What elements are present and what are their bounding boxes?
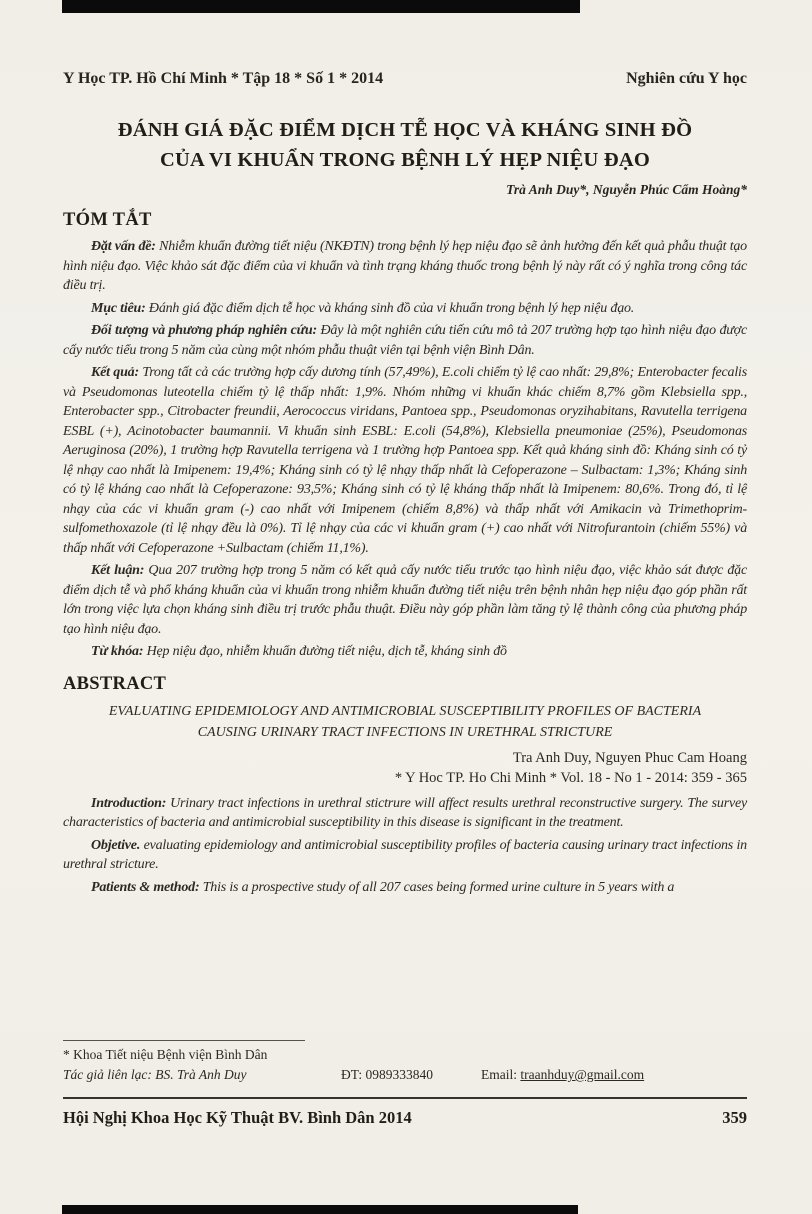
authors-line: Trà Anh Duy*, Nguyễn Phúc Cẩm Hoàng* [506, 182, 747, 197]
paragraph-objective [63, 836, 747, 875]
footnote-separator [63, 1040, 305, 1041]
paragraph-introduction [63, 794, 747, 833]
paragraph-ket-qua [63, 363, 747, 558]
abstract-heading: ABSTRACT [63, 673, 167, 694]
abstract-title-line2: CAUSING URINARY TRACT INFECTIONS IN URETHRAL STRICTURE [197, 724, 613, 740]
paragraph-label: Objetive. [91, 837, 141, 853]
paragraph-label: Đặt vấn đề: [91, 239, 156, 254]
conference-title: Hội Nghị Khoa Học Kỹ Thuật BV. Bình Dân 2014 [63, 1108, 412, 1127]
page-number: 359 [722, 1108, 747, 1127]
abstract-title-line1: EVALUATING EPIDEMIOLOGY AND ANTIMICROBIAL SUSCEPTIBILITY PROFILES OF BACTERIA [108, 703, 702, 719]
paragraph-tu-khoa [63, 642, 747, 662]
scan-artifact-top-bar [62, 0, 580, 13]
paragraph-text: Qua 207 trường hợp trong 5 năm có kết quả cấy nước tiểu trước tạo hình niệu đạo, việc khảo sát được đặc điểm dịch tễ và phổ kháng khuẩn của vi khuẩn trong nhiễm khuẩn đường tiết niệu trên bệnh nhân hẹp niệu đạo góp phần rất lớn trong việc lựa chọn kháng sinh điều trị trước phẫu thuật. Điều này góp phần làm tăng tỷ lệ thành công của phương pháp tạo hình niệu đạo. [63, 563, 747, 637]
paragraph-label: Patients & method: [91, 879, 200, 895]
paragraph-text: Đây là một nghiên cứu tiến cứu mô tả 207 trường hợp tạo hình niệu đạo được cấy nước tiểu trong 5 năm của cùng một nhóm phẫu thuật viên tại bệnh viện Bình Dân. [63, 323, 747, 358]
paragraph-label: Từ khóa: [91, 644, 144, 659]
abstract-title [63, 701, 747, 743]
paragraph-label: Đối tượng và phương pháp nghiên cứu: [91, 323, 317, 338]
abstract-authors: Tra Anh Duy, Nguyen Phuc Cam Hoang [512, 749, 747, 766]
running-header [63, 70, 747, 88]
paragraph-muc-tieu [63, 299, 747, 319]
page-content [63, 70, 747, 900]
tom-tat-heading: TÓM TẮT [63, 210, 152, 230]
paragraph-text: Hẹp niệu đạo, nhiễm khuẩn đường tiết niệu, dịch tễ, kháng sinh đồ [146, 644, 507, 659]
paper-title-line1: ĐÁNH GIÁ ĐẶC ĐIỂM DỊCH TỄ HỌC VÀ KHÁNG SINH ĐỒ [117, 119, 693, 141]
phone-number: ĐT: 0989333840 [341, 1067, 433, 1082]
journal-header-right: Nghiên cứu Y học [626, 70, 747, 87]
paragraph-text: This is a prospective study of all 207 cases being formed urine culture in 5 years with a [202, 879, 675, 895]
paragraph-text: Đánh giá đặc điểm dịch tễ học và kháng sinh đồ của vi khuẩn trong bệnh lý hẹp niệu đạo. [148, 300, 635, 316]
abstract-citation: * Y Hoc TP. Ho Chi Minh * Vol. 18 - No 1 - 2014: 359 - 365 [394, 769, 747, 786]
email-link[interactable]: traanhduy@gmail.com [520, 1067, 645, 1082]
email-line [481, 1066, 644, 1084]
affiliation-note: * Khoa Tiết niệu Bệnh viện Bình Dân [63, 1047, 268, 1062]
journal-header-left: Y Học TP. Hồ Chí Minh * Tập 18 * Số 1 * 2014 [63, 70, 384, 87]
paper-title [63, 115, 747, 175]
paragraph-text: evaluating epidemiology and antimicrobial susceptibility profiles of bacteria causing urinary tract infections in urethral stricture. [63, 837, 747, 872]
paper-title-line2: CỦA VI KHUẨN TRONG BỆNH LÝ HẸP NIỆU ĐẠO [159, 149, 650, 171]
paragraph-label: Mục tiêu: [91, 300, 146, 316]
paragraph-text: Urinary tract infections in urethral stictrure will affect results urethral reconstructive surgery. The survey characteristics of bacteria and antimicrobial susceptibility in this disease is significant in the treatment. [63, 795, 747, 830]
scan-artifact-bottom-bar [62, 1205, 578, 1214]
corresponding-author: Tác giả liên lạc: BS. Trà Anh Duy [63, 1067, 247, 1082]
paragraph-dat-van-de [63, 237, 747, 296]
paragraph-doi-tuong [63, 321, 747, 360]
paragraph-text: Nhiễm khuẩn đường tiết niệu (NKĐTN) trong bệnh lý hẹp niệu đạo sẽ ảnh hưởng đến kết quả phẫu thuật tạo hình niệu đạo. Việc khảo sát đặc điểm của vi khuẩn và tình trạng kháng thuốc trong bệnh lý này rất có ý nghĩa trong công tác điều trị. [63, 239, 747, 293]
paragraph-patients-method [63, 878, 747, 898]
page-bottom-area [0, 1032, 812, 1214]
paragraph-label: Introduction: [91, 795, 167, 811]
paragraph-ket-luan [63, 561, 747, 639]
paragraph-text: Trong tất cả các trường hợp cấy dương tính (57,49%), E.coli chiếm tỷ lệ cao nhất: 29,8%; Enterobacter fecalis và Pseudomonas luteotella chiếm tỷ lệ thấp nhất: 1,9%. Nhóm những vi khuẩn khác chiếm 8,7% gồm Klebsiella spp., Enterobacter spp., Citrobacter freundii, Aerococcus viridans, Pantoea spp., Pseudomonas oryzihabitans, Ravutella terrigena ESBL (+), Acinotobacter baumannii. Vi khuẩn sinh ESBL: E.coli (54,8%), Klebsiella pneumoniae (25%), Pseudomonas Aeruginosa (20%), 1 trường hợp Ravutella terrigena và 1 trường hợp Pantoea spp. Kết quả kháng sinh đồ: Kháng sinh có tỷ lệ nhạy cao nhất là Imipenem: 19,4%; Kháng sinh có tỷ lệ nhạy thấp nhất là Cefoperazone – Sulbactam: 1,3%; Kháng sinh có tỷ lệ kháng cao nhất là Cefoperazone: 93,5%; Kháng sinh có tỷ lệ kháng thấp nhất là Imipenem: 80,6%. Trong đó, tỉ lệ nhạy của các vi khuẩn gram (-) cao nhất với Imipenem (chiếm 8,8%) và thấp nhất với Amikacin và Trimethoprim-sulfomethoxazole (tỉ lệ nhạy đều là 0%). Tỉ lệ nhạy của các vi khuẩn gram (+) cao nhất với Nitrofurantoin (chiếm 55%) và thấp nhất với Cefoperazone +Sulbactam (chiếm 11,1%). [63, 365, 747, 556]
paragraph-label: Kết luận: [91, 563, 145, 578]
page-footer [63, 1097, 747, 1128]
paragraph-label: Kết quả: [91, 365, 139, 380]
contact-line [63, 1066, 747, 1084]
email-label: Email: [481, 1067, 517, 1082]
